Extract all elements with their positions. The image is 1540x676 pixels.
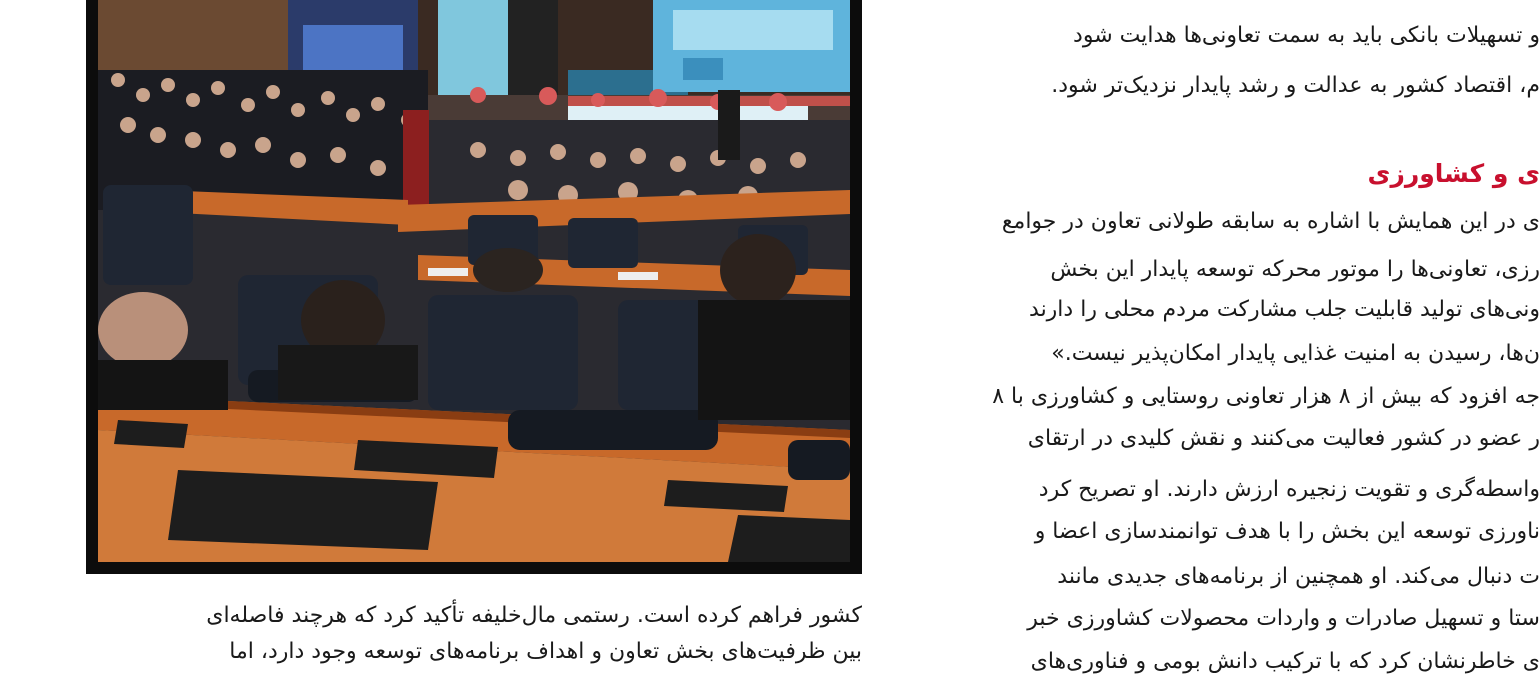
body-line: رزی، تعاونی‌ها را موتور محرکه توسعه پایدار این بخش: [1050, 257, 1540, 282]
body-line: ی خاطرنشان کرد که با ترکیب دانش بومی و فناوری‌های: [1030, 649, 1540, 674]
right-column-text: [900, 0, 1540, 675]
body-line: ر عضو در کشور فعالیت می‌کنند و نقش کلیدی در ارتقای: [1027, 426, 1540, 451]
conference-hall-photo: [98, 0, 850, 562]
left-text-line: بین ظرفیت‌های بخش تعاون و اهداف برنامه‌های توسعه وجود دارد، اما: [229, 639, 862, 664]
body-line: واسطه‌گری و تقویت زنجیره ارزش دارند. او تصریح کرد: [1038, 477, 1540, 502]
body-line: ستا و تسهیل صادرات و واردات محصولات کشاورزی خبر: [1027, 606, 1540, 631]
body-line: ناورزی توسعه این بخش را با هدف توانمندسازی اعضا و: [1034, 519, 1540, 544]
body-line: ت دنبال می‌کند. او همچنین از برنامه‌های جدیدی مانند: [1057, 564, 1540, 589]
intro-line: و تسهیلات بانکی باید به سمت تعاونی‌ها هدایت شود: [1073, 23, 1540, 48]
body-line: ونی‌های تولید قابلیت جلب مشارکت مردم محلی را دارند: [1029, 297, 1540, 322]
section-subheading: ی و کشاورزی: [1367, 159, 1540, 188]
left-column-text: [86, 598, 862, 670]
body-line: ن‌ها، رسیدن به امنیت غذایی پایدار امکان‌پذیر نیست.»: [1051, 341, 1540, 366]
left-text-line: کشور فراهم کرده است. رستمی مال‌خلیفه تأکید کرد که هرچند فاصله‌ای: [206, 603, 862, 628]
intro-line: م، اقتصاد کشور به عدالت و رشد پایدار نزدیک‌تر شود.: [1051, 73, 1540, 98]
conference-hall-illustration: [98, 0, 850, 562]
body-line: ی در این همایش با اشاره به سابقه طولانی تعاون در جوامع: [1001, 209, 1540, 234]
body-line: جه افزود که بیش از ۸ هزار تعاونی روستایی و کشاورزی با ۸: [992, 384, 1540, 409]
article-photo-frame: [86, 0, 862, 574]
